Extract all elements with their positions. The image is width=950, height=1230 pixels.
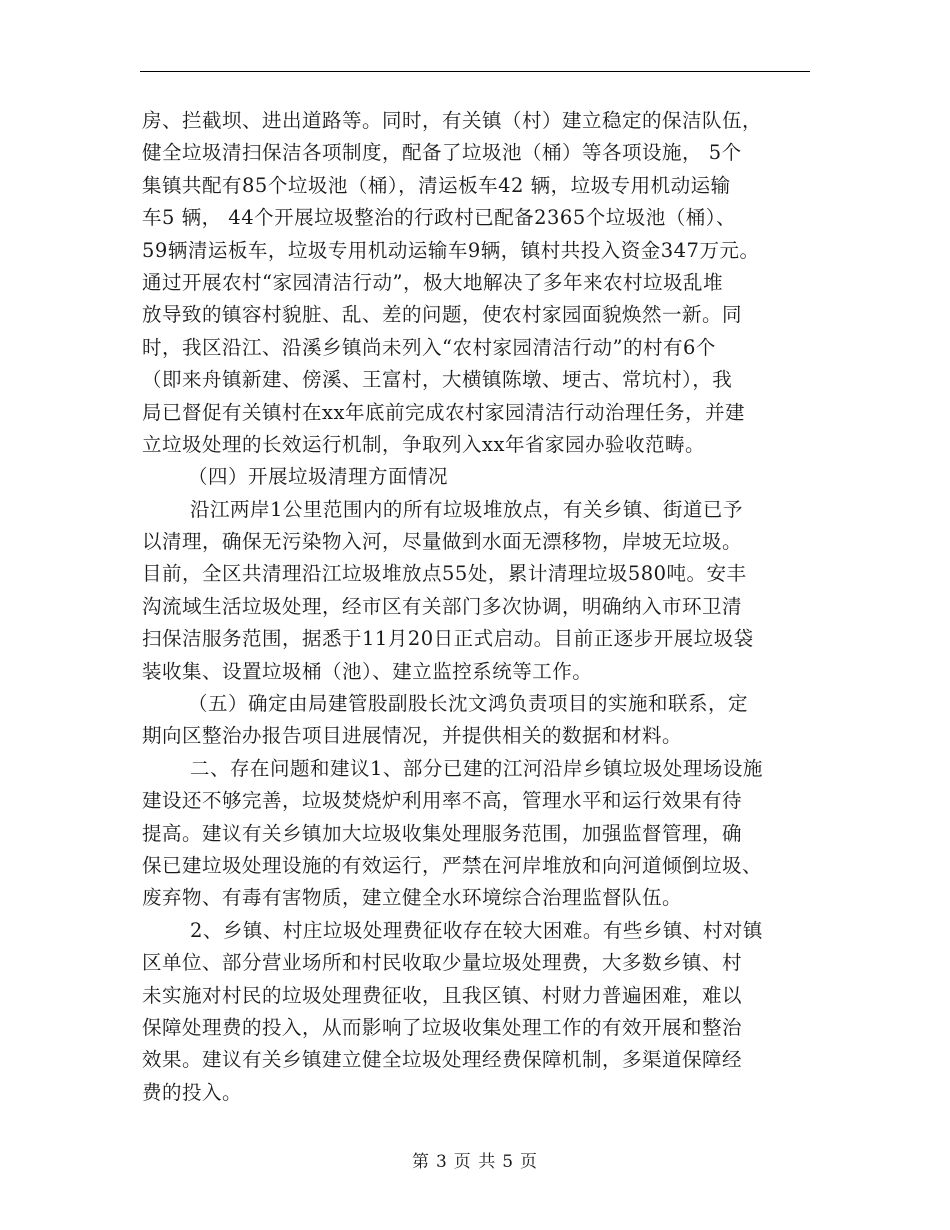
text-line: 2、乡镇、村庄垃圾处理费征收存在较大困难。有些乡镇、村对镇 xyxy=(190,918,763,942)
text-line: 效果。建议有关乡镇建立健全垃圾处理经费保障机制，多渠道保障经 xyxy=(142,1048,743,1072)
page-footer xyxy=(0,1150,950,1174)
text-line: 房、拦截坝、进出道路等。同时，有关镇（村）建立稳定的保洁队伍， xyxy=(142,109,763,132)
footer-label-of: 页 共 xyxy=(453,1152,497,1172)
text-line: 59辆清运板车，垃圾专用机动运输车9辆，镇村共投入资金347万元。 xyxy=(142,238,760,262)
current-page-number: 3 xyxy=(435,1152,448,1172)
text-line: 时，我区沿江、沿溪乡镇尚未列入“农村家园清洁行动”的村有6个 xyxy=(142,335,716,359)
text-line: 沟流域生活垃圾处理，经市区有关部门多次协调，明确纳入市环卫清 xyxy=(142,594,743,618)
text-line: 立垃圾处理的长效运行机制，争取列入xx年省家园办验收范畴。 xyxy=(142,432,705,456)
text-line: 提高。建议有关乡镇加大垃圾收集处理服务范围，加强监督管理，确 xyxy=(142,821,743,845)
text-line: 车5 辆， 44个开展垃圾整治的行政村已配备2365个垃圾池（桶）、 xyxy=(142,206,736,230)
text-line: （即来舟镇新建、傍溪、王富村，大横镇陈墩、埂古、常坑村），我 xyxy=(142,368,733,392)
text-line: 通过开展农村“家园清洁行动”，极大地解决了多年来农村垃圾乱堆 xyxy=(142,270,723,294)
text-line: 扫保洁服务范围，据悉于11月20日正式启动。目前正逐步开展垃圾袋 xyxy=(142,627,754,651)
footer-label-page: 第 xyxy=(411,1152,430,1172)
text-line: 局已督促有关镇村在xx年底前完成农村家园清洁行动治理任务，并建 xyxy=(142,400,745,424)
text-line: 沿江两岸1公里范围内的所有垃圾堆放点，有关乡镇、街道已予 xyxy=(190,497,743,521)
text-line: 保已建垃圾处理设施的有效运行，严禁在河岸堆放和向河道倾倒垃圾、 xyxy=(142,853,763,877)
text-line: 目前，全区共清理沿江垃圾堆放点55处，累计清理垃圾580吨。安丰 xyxy=(142,562,747,586)
text-line: 期向区整治办报告项目进展情况，并提供相关的数据和材料。 xyxy=(142,724,683,748)
text-line: 以清理，确保无污染物入河，尽量做到水面无漂移物，岸坡无垃圾。 xyxy=(142,530,743,554)
text-line: 健全垃圾清扫保洁各项制度，配备了垃圾池（桶）等各项设施， 5个 xyxy=(142,141,742,165)
text-line: 区单位、部分营业场所和村民收取少量垃圾处理费，大多数乡镇、村 xyxy=(142,951,743,975)
text-line: 保障处理费的投入，从而影响了垃圾收集处理工作的有效开展和整治 xyxy=(142,1015,743,1039)
text-line: 放导致的镇容村貌脏、乱、差的问题，使农村家园面貌焕然一新。同 xyxy=(142,303,743,327)
document-body xyxy=(142,105,810,1109)
section-heading: （五）确定由局建管股副股长沈文鸿负责项目的实施和联系，定 xyxy=(188,692,749,716)
text-line: 二、存在问题和建议1、部分已建的江河沿岸乡镇垃圾处理场设施 xyxy=(190,756,763,780)
text-line: 费的投入。 xyxy=(142,1080,243,1104)
header-rule xyxy=(140,71,810,72)
footer-label-pages: 页 xyxy=(520,1152,539,1172)
text-line: 废弃物、有毒有害物质，建立健全水环境综合治理监督队伍。 xyxy=(142,886,683,910)
section-heading: （四）开展垃圾清理方面情况 xyxy=(188,465,449,489)
text-line: 建设还不够完善，垃圾焚烧炉利用率不高，管理水平和运行效果有待 xyxy=(142,789,743,813)
text-line: 装收集、设置垃圾桶（池）、建立监控系统等工作。 xyxy=(142,659,593,683)
text-line: 集镇共配有85个垃圾池（桶），清运板车42 辆，垃圾专用机动运输 xyxy=(142,173,731,197)
total-pages-number: 5 xyxy=(502,1152,515,1172)
text-line: 未实施对村民的垃圾处理费征收，且我区镇、村财力普遍困难，难以 xyxy=(142,983,743,1007)
